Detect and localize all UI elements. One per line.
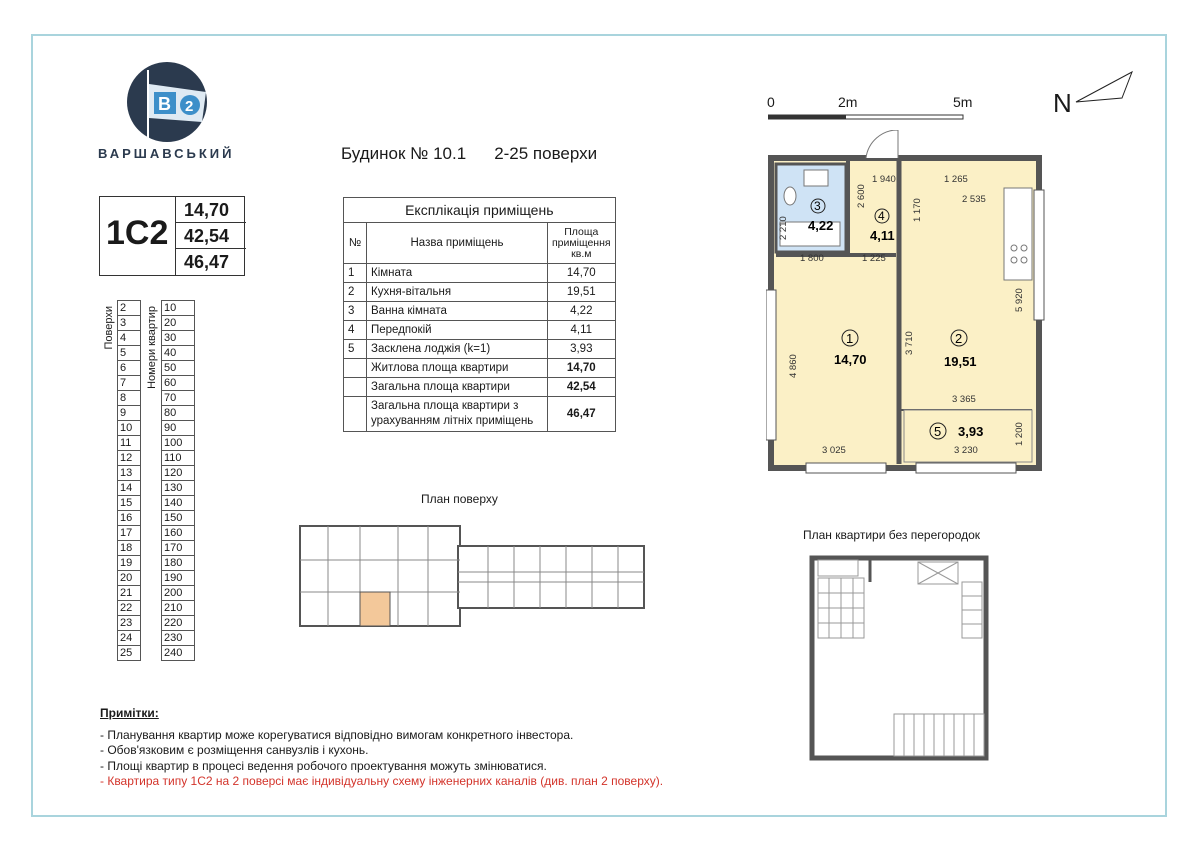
apartment-number: 10 [162, 301, 195, 316]
logo-number: 2 [185, 98, 194, 115]
floor-number: 20 [118, 571, 141, 586]
table-row [118, 451, 141, 466]
summer-label: Загальна площа квартири з урахуванням літніх приміщень [367, 397, 548, 432]
floor-number: 13 [118, 466, 141, 481]
floor-number: 15 [118, 496, 141, 511]
open-plan-drawing [808, 552, 992, 764]
table-row [162, 616, 195, 631]
row-area: 19,51 [548, 283, 616, 302]
apartment-number: 80 [162, 406, 195, 421]
apartment-number: 240 [162, 646, 195, 661]
col-no-header: № [344, 223, 367, 264]
table-row [162, 481, 195, 496]
floor-number: 8 [118, 391, 141, 406]
row-no: 3 [344, 302, 367, 321]
floor-number: 12 [118, 451, 141, 466]
dim-label: 5 920 [1014, 288, 1025, 312]
compass-north-label: N [1053, 88, 1072, 118]
table-row [162, 331, 195, 346]
explication-table [343, 197, 616, 432]
apartment-number: 230 [162, 631, 195, 646]
floor-number: 23 [118, 616, 141, 631]
table-row [162, 571, 195, 586]
table-row [162, 601, 195, 616]
toilet-icon [784, 187, 796, 205]
bath-fixture [818, 560, 858, 576]
table-row [344, 340, 616, 359]
floor-number: 9 [118, 406, 141, 421]
floor-number: 10 [118, 421, 141, 436]
sink-icon [804, 170, 828, 186]
dim-label: 2 600 [856, 184, 867, 208]
apartment-number: 200 [162, 586, 195, 601]
floor-number: 18 [118, 541, 141, 556]
table-row [118, 406, 141, 421]
table-row [162, 301, 195, 316]
floor-number: 24 [118, 631, 141, 646]
dim-label: 3 230 [954, 445, 978, 456]
apartment-number: 190 [162, 571, 195, 586]
room-2-number: 2 [955, 331, 963, 346]
room-5-area: 3,93 [958, 424, 984, 439]
floor-number: 21 [118, 586, 141, 601]
row-area: 4,22 [548, 302, 616, 321]
apartment-number: 220 [162, 616, 195, 631]
table-row [118, 616, 141, 631]
apartment-number: 60 [162, 376, 195, 391]
row-area: 4,11 [548, 321, 616, 340]
table-row [162, 556, 195, 571]
row-name: Засклена лоджія (k=1) [367, 340, 548, 359]
apartment-type-code: 1С2 [106, 214, 169, 252]
table-row [162, 391, 195, 406]
floor-number: 4 [118, 331, 141, 346]
floors-table [117, 300, 141, 661]
table-row [118, 376, 141, 391]
table-row [162, 421, 195, 436]
kitchen-counter [1004, 188, 1032, 280]
highlighted-apartment [360, 592, 390, 626]
table-row [162, 586, 195, 601]
col-name-header: Назва приміщень [367, 223, 548, 264]
col-area-header: Площа приміщення кв.м [548, 223, 616, 264]
floor-number: 14 [118, 481, 141, 496]
scale-5m: 5m [953, 94, 973, 110]
note-item: - Площі квартир в процесі ведення робочого проектування можуть змінюватися. [100, 758, 547, 773]
floor-number: 6 [118, 361, 141, 376]
apartment-number: 140 [162, 496, 195, 511]
apartment-type-box [99, 196, 245, 276]
row-area: 14,70 [548, 264, 616, 283]
row-name: Кухня-вітальня [367, 283, 548, 302]
apartment-number: 50 [162, 361, 195, 376]
total-summer-area: 46,47 [184, 252, 230, 272]
logo-flag-icon [140, 70, 220, 140]
table-row [118, 361, 141, 376]
row-no: 4 [344, 321, 367, 340]
room-1-area: 14,70 [834, 352, 867, 367]
table-row [118, 346, 141, 361]
logo-letter: B [158, 94, 171, 114]
floor-number: 5 [118, 346, 141, 361]
table-row [118, 631, 141, 646]
row-name: Передпокій [367, 321, 548, 340]
table-row [162, 451, 195, 466]
table-row [344, 264, 616, 283]
floor-number: 16 [118, 511, 141, 526]
table-row [162, 526, 195, 541]
table-row [118, 511, 141, 526]
logo-wordmark: ВАРШАВСЬКИЙ [98, 146, 235, 161]
note-item: - Планування квартир може корегуватися відповідно вимогам конкретного інвестора. [100, 727, 574, 742]
apartment-number: 40 [162, 346, 195, 361]
table-row [118, 601, 141, 616]
table-row [162, 466, 195, 481]
apartment-number: 120 [162, 466, 195, 481]
floor-number: 25 [118, 646, 141, 661]
dim-label: 1 170 [912, 198, 923, 222]
apartment-number: 150 [162, 511, 195, 526]
dim-label: 1 940 [872, 174, 896, 185]
room-4-area: 4,11 [870, 228, 895, 243]
apartment-number: 110 [162, 451, 195, 466]
living-area: 14,70 [176, 197, 246, 223]
table-row [118, 301, 141, 316]
floor-number: 22 [118, 601, 141, 616]
row-no: 1 [344, 264, 367, 283]
dim-label: 3 365 [952, 394, 976, 405]
notes-section [100, 706, 663, 790]
living-value: 14,70 [548, 359, 616, 378]
table-row [118, 556, 141, 571]
notes-heading: Примітки: [100, 706, 159, 720]
room-4-number: 4 [878, 209, 885, 223]
apartment-number: 100 [162, 436, 195, 451]
table-row [118, 331, 141, 346]
apartment-number: 210 [162, 601, 195, 616]
building-number: Будинок № 10.1 [341, 144, 467, 163]
floor-number: 3 [118, 316, 141, 331]
table-row [118, 586, 141, 601]
compass-arrow-icon [1074, 70, 1136, 108]
apartment-number: 160 [162, 526, 195, 541]
table-row [118, 526, 141, 541]
room-3-area: 4,22 [808, 218, 834, 233]
floor-number: 17 [118, 526, 141, 541]
table-row [118, 646, 141, 661]
table-row [118, 466, 141, 481]
table-row [162, 316, 195, 331]
floor-number: 7 [118, 376, 141, 391]
row-name: Кімната [367, 264, 548, 283]
table-row [118, 436, 141, 451]
room-3-number: 3 [814, 199, 821, 213]
apartment-number: 20 [162, 316, 195, 331]
row-no: 2 [344, 283, 367, 302]
note-item: - Обов'язковим є розміщення санвузлів і кухонь. [100, 743, 369, 757]
total-area: 42,54 [176, 223, 246, 249]
table-row [118, 316, 141, 331]
note-item-red: - Квартира типу 1С2 на 2 поверсі має індивідуальну схему інженерних каналів (див. план 2 поверху). [100, 774, 664, 788]
table-row [344, 302, 616, 321]
table-row [344, 321, 616, 340]
total-label: Загальна площа квартири [367, 378, 548, 397]
building-title [341, 144, 625, 164]
table-row [118, 571, 141, 586]
table-row [118, 496, 141, 511]
floor-number: 11 [118, 436, 141, 451]
entrance-door-icon [866, 130, 898, 158]
table-row [162, 361, 195, 376]
row-no: 5 [344, 340, 367, 359]
scale-bar [768, 112, 968, 122]
dim-label: 3 710 [904, 331, 915, 355]
table-row [162, 631, 195, 646]
table-row [118, 421, 141, 436]
table-row [118, 541, 141, 556]
apartment-number: 180 [162, 556, 195, 571]
floor-plan-drawing [298, 520, 648, 630]
scale-zero: 0 [767, 94, 775, 110]
table-row [162, 436, 195, 451]
apartment-number: 170 [162, 541, 195, 556]
total-value: 42,54 [548, 378, 616, 397]
dim-label: 1 200 [1014, 422, 1025, 446]
dim-label: 4 860 [788, 354, 799, 378]
apartment-number: 130 [162, 481, 195, 496]
table-row [162, 646, 195, 661]
room-5-number: 5 [934, 424, 942, 439]
row-name: Ванна кімната [367, 302, 548, 321]
table-row [162, 346, 195, 361]
table-row [118, 481, 141, 496]
apartment-number: 90 [162, 421, 195, 436]
apartment-number: 30 [162, 331, 195, 346]
apartment-number: 70 [162, 391, 195, 406]
row-area: 3,93 [548, 340, 616, 359]
floor-number: 2 [118, 301, 141, 316]
dim-label: 1 265 [944, 174, 968, 185]
room-1-number: 1 [846, 331, 854, 346]
room-2-area: 19,51 [944, 354, 977, 369]
scale-2m: 2m [838, 94, 858, 110]
summer-value: 46,47 [548, 397, 616, 432]
table-row [162, 376, 195, 391]
floors-label: Поверхи [103, 306, 115, 350]
apartment-areas [175, 197, 246, 275]
living-label: Житлова площа квартири [367, 359, 548, 378]
dim-label: 1 800 [800, 253, 824, 264]
floor-number: 19 [118, 556, 141, 571]
dim-label: 1 225 [862, 253, 886, 264]
table-row [162, 541, 195, 556]
open-plan-label: План квартири без перегородок [803, 528, 981, 542]
apartment-plan [766, 130, 1046, 475]
apartment-numbers-table [161, 300, 195, 661]
table-row [344, 283, 616, 302]
table-row [162, 496, 195, 511]
apartment-numbers-label: Номери квартир [146, 306, 158, 389]
floor-plan-label: План поверху [421, 492, 498, 506]
table-row [162, 511, 195, 526]
table-row [118, 391, 141, 406]
dim-label: 3 025 [822, 445, 846, 456]
table-row [162, 406, 195, 421]
dim-label: 2 210 [778, 216, 789, 240]
explication-title: Експлікація приміщень [344, 198, 616, 223]
building-floors: 2-25 поверхи [494, 144, 598, 163]
dim-label: 2 535 [962, 194, 986, 205]
